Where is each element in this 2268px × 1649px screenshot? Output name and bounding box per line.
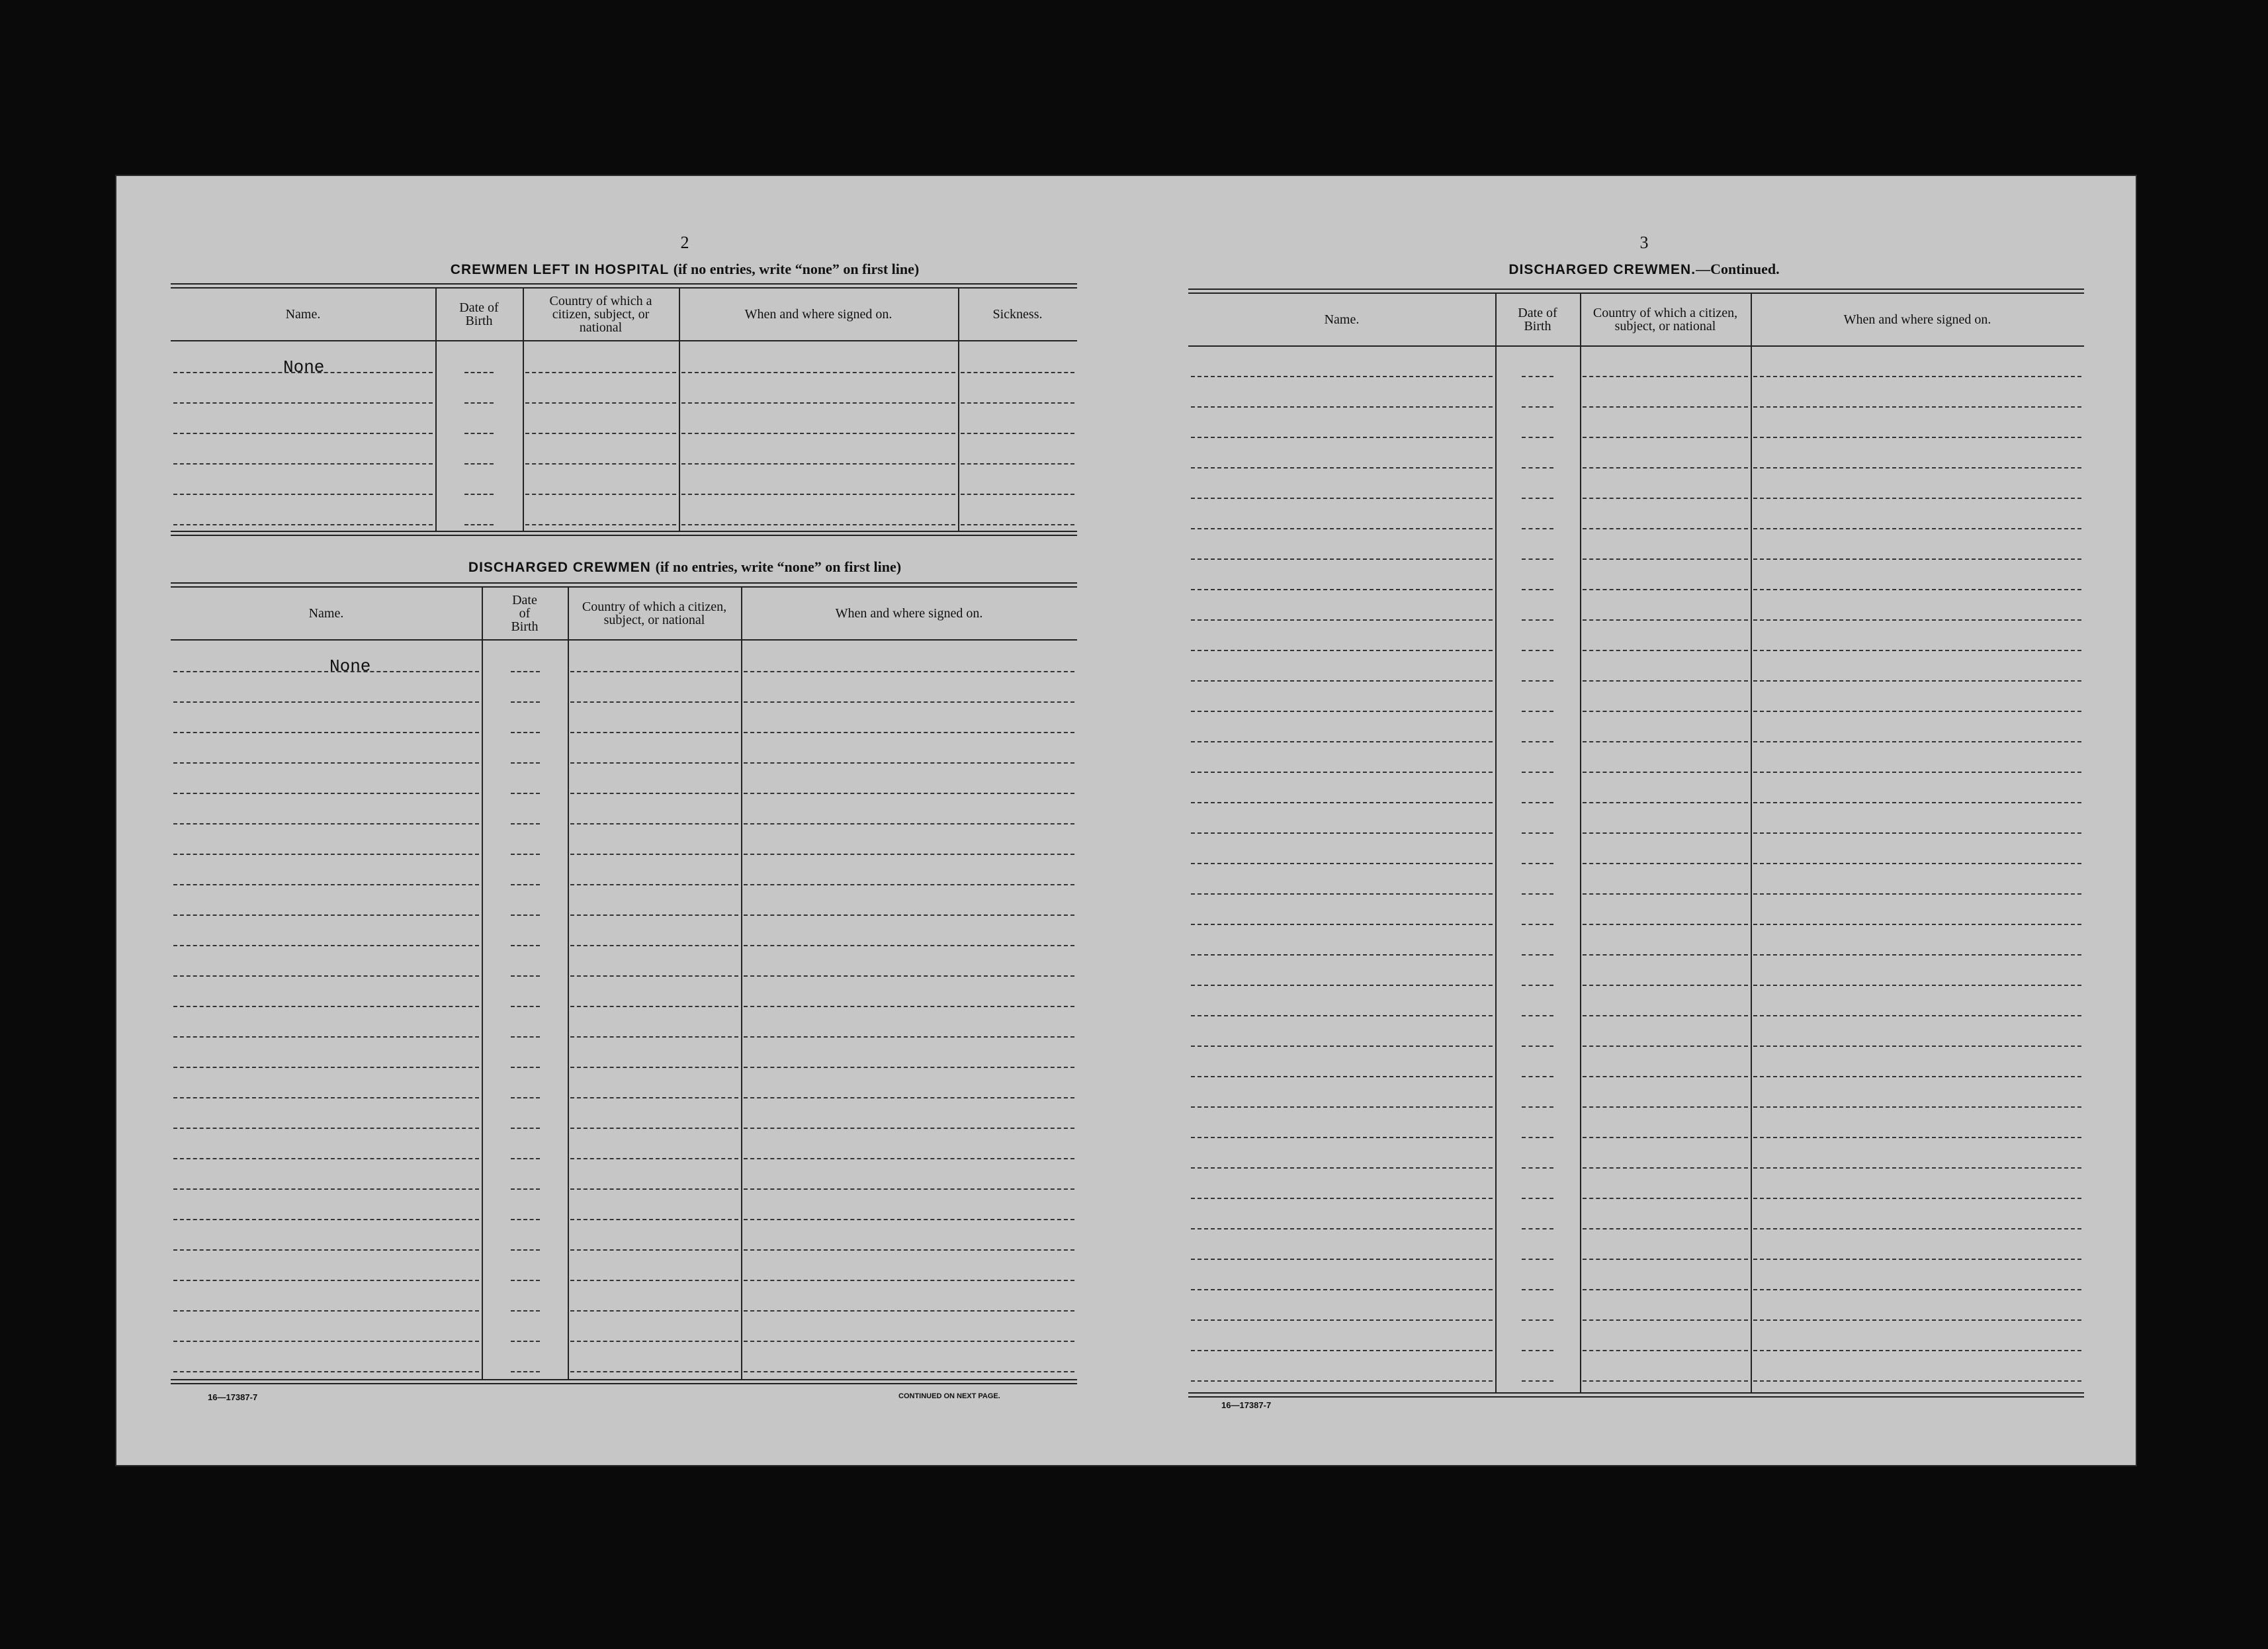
- ruled-line: [173, 524, 433, 525]
- ruled-line: [744, 975, 1074, 977]
- continued-suffix: —Continued.: [1696, 261, 1780, 277]
- ruled-line: [1583, 1350, 1748, 1351]
- ruled-line: [1583, 589, 1748, 590]
- ruled-line: [744, 945, 1074, 946]
- ruled-line: [1583, 1198, 1748, 1199]
- ruled-line: [511, 975, 540, 977]
- ruled-line: [464, 433, 494, 434]
- page-number: 3: [1639, 233, 1649, 252]
- ruled-line: [1522, 985, 1553, 986]
- ruled-line: [1583, 467, 1748, 468]
- ruled-line: [570, 1249, 738, 1251]
- ruled-line: [1191, 437, 1493, 438]
- col-header-signed-on: When and where signed on.: [835, 606, 983, 621]
- ruled-line: [1583, 1167, 1748, 1169]
- ruled-line: [464, 524, 494, 525]
- col-header-sickness: Sickness.: [992, 307, 1043, 322]
- continued-note: CONTINUED ON NEXT PAGE.: [898, 1392, 1000, 1400]
- ruled-line: [464, 463, 494, 465]
- ruled-line: [1522, 1289, 1553, 1290]
- ruled-line: [1753, 1380, 2081, 1382]
- ruled-line: [511, 1249, 540, 1251]
- ruled-line: [1522, 711, 1553, 712]
- ruled-line: [1191, 650, 1493, 651]
- ruled-line: [173, 1371, 479, 1372]
- hospital-heading: [171, 261, 1199, 278]
- ruled-line: [744, 1097, 1074, 1098]
- ruled-line: [570, 823, 738, 824]
- discharged-title: DISCHARGED CREWMEN: [468, 560, 651, 575]
- col-header-name: Name.: [285, 307, 321, 322]
- ruled-line: [173, 1310, 479, 1312]
- ruled-line: [1191, 1076, 1493, 1077]
- ruled-line: [1191, 1106, 1493, 1108]
- ruled-line: [1583, 711, 1748, 712]
- ruled-line: [1753, 650, 2081, 651]
- ruled-line: [511, 762, 540, 764]
- ruled-line: [1753, 985, 2081, 986]
- ruled-line: [173, 884, 479, 885]
- discharged-continued-title: DISCHARGED CREWMEN.: [1508, 262, 1696, 277]
- ruled-line: [744, 1249, 1074, 1251]
- ruled-line: [1191, 1289, 1493, 1290]
- ruled-line: [1191, 802, 1493, 803]
- discharged-table: [171, 582, 1077, 1383]
- ruled-line: [570, 793, 738, 794]
- left-page: [171, 176, 1199, 1465]
- ruled-line: [1191, 985, 1493, 986]
- ruled-line: [1753, 558, 2081, 560]
- ruled-line: [1191, 589, 1493, 590]
- ruled-line: [1522, 1167, 1553, 1169]
- ruled-line: [744, 1371, 1074, 1372]
- ruled-line: [1522, 924, 1553, 925]
- ruled-line: [1583, 680, 1748, 682]
- ruled-line: [744, 1341, 1074, 1342]
- ruled-line: [173, 1067, 479, 1068]
- ruled-line: [681, 372, 955, 373]
- ruled-line: [1583, 376, 1748, 377]
- ruled-line: [1191, 954, 1493, 956]
- discharged-continued-table: [1188, 289, 2084, 1396]
- ruled-line: [1583, 741, 1748, 742]
- ruled-line: [961, 494, 1074, 495]
- ruled-line: [1583, 863, 1748, 864]
- ruled-line: [525, 494, 676, 495]
- ruled-line: [511, 884, 540, 885]
- ruled-line: [570, 1310, 738, 1312]
- ruled-line: [1753, 437, 2081, 438]
- ruled-line: [744, 1188, 1074, 1190]
- ruled-line: [1191, 528, 1493, 529]
- ruled-line: [173, 1280, 479, 1281]
- ruled-line: [570, 945, 738, 946]
- ruled-line: [173, 372, 433, 373]
- ruled-line: [173, 823, 479, 824]
- ruled-line: [570, 1067, 738, 1068]
- ruled-line: [1753, 1015, 2081, 1016]
- ruled-line: [1753, 772, 2081, 773]
- ruled-line: [173, 1158, 479, 1159]
- ruled-line: [1191, 893, 1493, 895]
- ruled-line: [1522, 1228, 1553, 1229]
- ruled-line: [1191, 1198, 1493, 1199]
- ruled-line: [744, 1158, 1074, 1159]
- ruled-line: [1753, 376, 2081, 377]
- ruled-line: [464, 402, 494, 404]
- ruled-line: [1583, 772, 1748, 773]
- ruled-line: [525, 433, 676, 434]
- discharged-continued-heading: [1135, 261, 2153, 278]
- ruled-line: [464, 372, 494, 373]
- ruled-line: [570, 854, 738, 855]
- col-header-signed-on: When and where signed on.: [1843, 312, 1991, 327]
- ruled-line: [1522, 863, 1553, 864]
- ruled-line: [744, 1006, 1074, 1007]
- ruled-line: [1583, 406, 1748, 408]
- col-header-country: Country of which a citizen, subject, or national: [549, 294, 652, 335]
- ruled-line: [1583, 619, 1748, 621]
- ruled-line: [1583, 558, 1748, 560]
- col-header-signed-on: When and where signed on.: [744, 307, 893, 322]
- ruled-line: [570, 914, 738, 916]
- ruled-line: [1583, 437, 1748, 438]
- discharged-title-note: (if no entries, write “none” on first line): [655, 558, 902, 575]
- right-page: [1188, 176, 2206, 1465]
- ruled-line: [1753, 528, 2081, 529]
- ruled-line: [1522, 1046, 1553, 1047]
- ruled-line: [511, 1310, 540, 1312]
- ruled-line: [961, 402, 1074, 404]
- ruled-line: [570, 1158, 738, 1159]
- ruled-line: [744, 1128, 1074, 1129]
- ruled-line: [1522, 1259, 1553, 1260]
- ruled-line: [1191, 711, 1493, 712]
- ruled-line: [1583, 650, 1748, 651]
- ruled-line: [1583, 1046, 1748, 1047]
- ruled-line: [1583, 1259, 1748, 1260]
- col-header-country: Country of which a citizen, subject, or national: [582, 600, 727, 627]
- ruled-line: [1522, 1319, 1553, 1321]
- ruled-line: [744, 823, 1074, 824]
- ruled-line: [511, 701, 540, 703]
- handwritten-entry: None: [329, 656, 371, 676]
- ruled-line: [1522, 1015, 1553, 1016]
- ruled-line: [681, 463, 955, 465]
- ruled-line: [1191, 1350, 1493, 1351]
- ruled-line: [744, 854, 1074, 855]
- ruled-line: [511, 1341, 540, 1342]
- ruled-line: [173, 1097, 479, 1098]
- ruled-line: [1753, 1167, 2081, 1169]
- ruled-line: [1191, 1046, 1493, 1047]
- ruled-line: [1583, 1289, 1748, 1290]
- ruled-line: [1753, 832, 2081, 834]
- ruled-line: [511, 1280, 540, 1281]
- ruled-line: [1522, 558, 1553, 560]
- document-sheet: [116, 176, 2136, 1465]
- page-number: 2: [680, 233, 689, 252]
- ruled-line: [1753, 1076, 2081, 1077]
- col-header-date-of-birth: Date of Birth: [459, 300, 499, 328]
- ruled-line: [1191, 498, 1493, 499]
- ruled-line: [1522, 741, 1553, 742]
- ruled-line: [511, 1128, 540, 1129]
- ruled-line: [570, 671, 738, 672]
- ruled-line: [1753, 741, 2081, 742]
- ruled-line: [1583, 954, 1748, 956]
- ruled-line: [1753, 589, 2081, 590]
- ruled-line: [525, 463, 676, 465]
- ruled-line: [511, 1036, 540, 1038]
- col-header-name: Name.: [308, 606, 344, 621]
- ruled-line: [173, 494, 433, 495]
- ruled-line: [1583, 498, 1748, 499]
- ruled-line: [1753, 711, 2081, 712]
- ruled-line: [1191, 406, 1493, 408]
- ruled-line: [1522, 893, 1553, 895]
- ruled-line: [744, 914, 1074, 916]
- ruled-line: [1583, 802, 1748, 803]
- ruled-line: [1191, 863, 1493, 864]
- ruled-line: [744, 732, 1074, 733]
- ruled-line: [1191, 1319, 1493, 1321]
- ruled-line: [1753, 619, 2081, 621]
- ruled-line: [173, 1219, 479, 1220]
- ruled-line: [681, 524, 955, 525]
- ruled-line: [1583, 1137, 1748, 1138]
- ruled-line: [1191, 680, 1493, 682]
- ruled-line: [570, 762, 738, 764]
- ruled-line: [1522, 832, 1553, 834]
- ruled-line: [1753, 1137, 2081, 1138]
- ruled-line: [1753, 406, 2081, 408]
- ruled-line: [1191, 376, 1493, 377]
- ruled-line: [1191, 1259, 1493, 1260]
- ruled-line: [173, 1128, 479, 1129]
- ruled-line: [570, 732, 738, 733]
- ruled-line: [1191, 1380, 1493, 1382]
- ruled-line: [1753, 1259, 2081, 1260]
- ruled-line: [511, 854, 540, 855]
- ruled-line: [1583, 924, 1748, 925]
- ruled-line: [511, 1219, 540, 1220]
- ruled-line: [173, 914, 479, 916]
- ruled-line: [173, 433, 433, 434]
- ruled-line: [1522, 1198, 1553, 1199]
- ruled-line: [744, 793, 1074, 794]
- ruled-line: [681, 433, 955, 434]
- ruled-line: [173, 1249, 479, 1251]
- ruled-line: [1753, 680, 2081, 682]
- ruled-line: [1522, 467, 1553, 468]
- ruled-line: [570, 1097, 738, 1098]
- ruled-line: [511, 671, 540, 672]
- ruled-line: [464, 494, 494, 495]
- ruled-line: [744, 762, 1074, 764]
- ruled-line: [1753, 1319, 2081, 1321]
- ruled-line: [570, 1219, 738, 1220]
- ruled-line: [1753, 893, 2081, 895]
- ruled-line: [1583, 893, 1748, 895]
- ruled-line: [1583, 528, 1748, 529]
- ruled-line: [1522, 1380, 1553, 1382]
- ruled-line: [570, 1036, 738, 1038]
- ruled-line: [961, 372, 1074, 373]
- ruled-line: [1191, 1228, 1493, 1229]
- ruled-line: [570, 1006, 738, 1007]
- ruled-line: [173, 1006, 479, 1007]
- ruled-line: [744, 1036, 1074, 1038]
- ruled-line: [511, 914, 540, 916]
- ruled-line: [1191, 924, 1493, 925]
- ruled-line: [173, 1188, 479, 1190]
- ruled-line: [1522, 589, 1553, 590]
- ruled-line: [1522, 650, 1553, 651]
- hospital-table: [171, 283, 1077, 535]
- handwritten-entry: None: [283, 357, 325, 377]
- form-number: 16—17387-7: [1221, 1400, 1272, 1410]
- ruled-line: [1583, 1106, 1748, 1108]
- ruled-line: [1522, 1350, 1553, 1351]
- ruled-line: [1753, 1289, 2081, 1290]
- ruled-line: [1583, 1319, 1748, 1321]
- ruled-line: [511, 1006, 540, 1007]
- ruled-line: [570, 884, 738, 885]
- ruled-line: [1753, 1198, 2081, 1199]
- col-header-name: Name.: [1324, 312, 1360, 327]
- ruled-line: [1583, 985, 1748, 986]
- ruled-line: [1522, 619, 1553, 621]
- ruled-line: [1753, 1228, 2081, 1229]
- ruled-line: [173, 402, 433, 404]
- ruled-line: [1753, 863, 2081, 864]
- ruled-line: [1753, 954, 2081, 956]
- ruled-line: [1191, 467, 1493, 468]
- ruled-line: [1753, 1046, 2081, 1047]
- hospital-title: CREWMEN LEFT IN HOSPITAL: [450, 262, 669, 277]
- ruled-line: [1583, 1228, 1748, 1229]
- ruled-line: [173, 732, 479, 733]
- ruled-line: [173, 945, 479, 946]
- ruled-line: [961, 524, 1074, 525]
- ruled-line: [570, 1371, 738, 1372]
- ruled-line: [1522, 1076, 1553, 1077]
- ruled-line: [961, 433, 1074, 434]
- ruled-line: [525, 372, 676, 373]
- ruled-line: [173, 1036, 479, 1038]
- ruled-line: [1522, 772, 1553, 773]
- ruled-line: [744, 1310, 1074, 1312]
- ruled-line: [511, 793, 540, 794]
- ruled-line: [570, 1280, 738, 1281]
- ruled-line: [1522, 406, 1553, 408]
- ruled-line: [1191, 1137, 1493, 1138]
- hospital-title-note: (if no entries, write “none” on first line): [673, 261, 920, 277]
- ruled-line: [1191, 741, 1493, 742]
- ruled-line: [681, 402, 955, 404]
- ruled-line: [1191, 1167, 1493, 1169]
- ruled-line: [570, 1188, 738, 1190]
- ruled-line: [1753, 498, 2081, 499]
- ruled-line: [1522, 498, 1553, 499]
- ruled-line: [511, 1158, 540, 1159]
- ruled-line: [173, 854, 479, 855]
- ruled-line: [511, 823, 540, 824]
- ruled-line: [1753, 467, 2081, 468]
- ruled-line: [173, 975, 479, 977]
- ruled-line: [173, 793, 479, 794]
- ruled-line: [1583, 1380, 1748, 1382]
- ruled-line: [511, 1067, 540, 1068]
- ruled-line: [961, 463, 1074, 465]
- col-header-date-of-birth: Date of Birth: [511, 593, 539, 634]
- ruled-line: [511, 1097, 540, 1098]
- ruled-line: [1522, 437, 1553, 438]
- ruled-line: [511, 1188, 540, 1190]
- col-header-country: Country of which a citizen, subject, or national: [1592, 306, 1738, 334]
- ruled-line: [1753, 1106, 2081, 1108]
- ruled-line: [1753, 924, 2081, 925]
- ruled-line: [511, 732, 540, 733]
- ruled-line: [511, 945, 540, 946]
- ruled-line: [744, 671, 1074, 672]
- ruled-line: [525, 402, 676, 404]
- ruled-line: [173, 671, 479, 672]
- ruled-line: [570, 701, 738, 703]
- ruled-line: [744, 1067, 1074, 1068]
- ruled-line: [1522, 680, 1553, 682]
- ruled-line: [1191, 619, 1493, 621]
- ruled-line: [1522, 528, 1553, 529]
- ruled-line: [1753, 1350, 2081, 1351]
- ruled-line: [744, 884, 1074, 885]
- ruled-line: [1583, 1015, 1748, 1016]
- ruled-line: [1522, 802, 1553, 803]
- ruled-line: [1522, 1137, 1553, 1138]
- ruled-line: [1191, 558, 1493, 560]
- ruled-line: [1583, 1076, 1748, 1077]
- ruled-line: [173, 762, 479, 764]
- discharged-heading: [171, 558, 1199, 576]
- ruled-line: [570, 975, 738, 977]
- ruled-line: [1583, 832, 1748, 834]
- ruled-line: [744, 701, 1074, 703]
- ruled-line: [173, 1341, 479, 1342]
- ruled-line: [1522, 954, 1553, 956]
- form-number: 16—17387-7: [208, 1392, 258, 1402]
- ruled-line: [570, 1341, 738, 1342]
- ruled-line: [1522, 376, 1553, 377]
- ruled-line: [1522, 1106, 1553, 1108]
- ruled-line: [1191, 772, 1493, 773]
- ruled-line: [511, 1371, 540, 1372]
- ruled-line: [173, 701, 479, 703]
- ruled-line: [1191, 1015, 1493, 1016]
- ruled-line: [744, 1280, 1074, 1281]
- ruled-line: [1191, 832, 1493, 834]
- ruled-line: [681, 494, 955, 495]
- ruled-line: [173, 463, 433, 465]
- ruled-line: [570, 1128, 738, 1129]
- col-header-date-of-birth: Date of Birth: [1518, 306, 1557, 334]
- ruled-line: [525, 524, 676, 525]
- ruled-line: [1753, 802, 2081, 803]
- ruled-line: [744, 1219, 1074, 1220]
